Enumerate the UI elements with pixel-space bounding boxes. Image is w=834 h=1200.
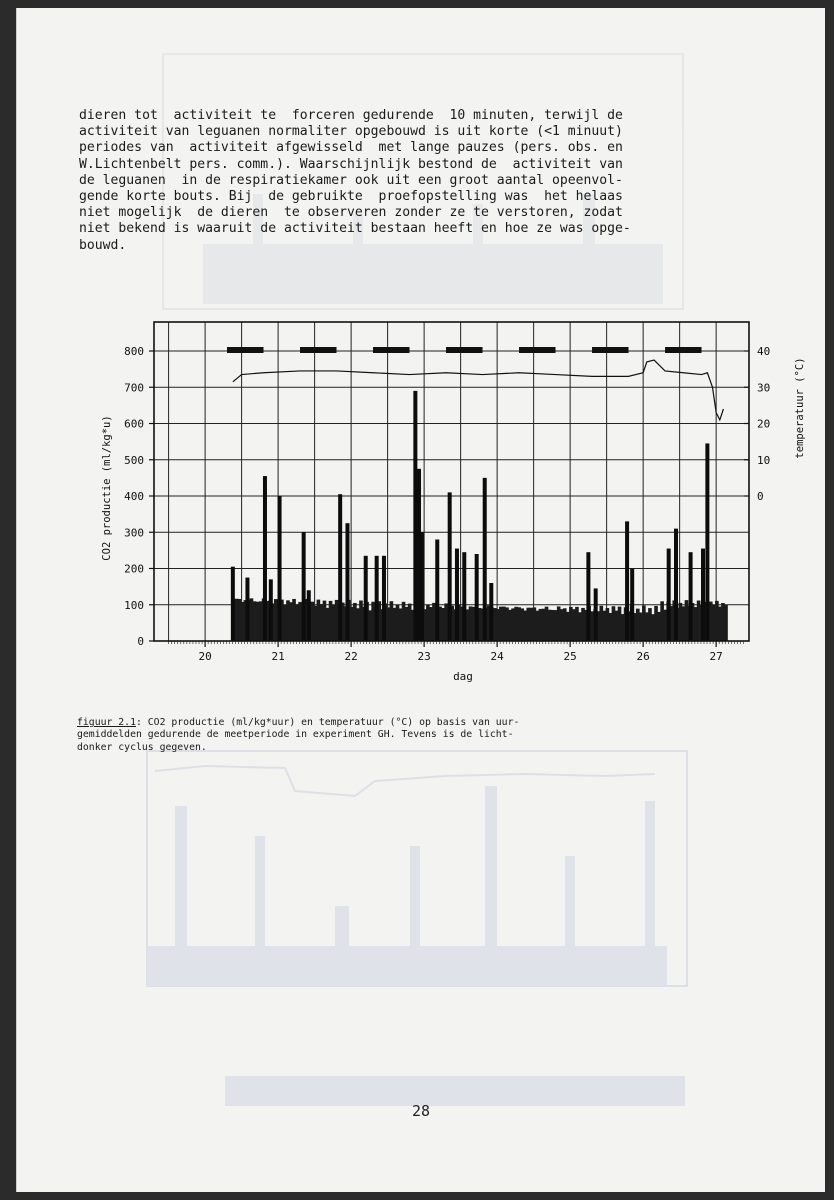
dark-period-bar (300, 347, 337, 353)
co2-peak-bar (489, 583, 493, 641)
y-left-tick-label: 500 (124, 453, 144, 467)
y-left-tick-label: 200 (124, 562, 144, 576)
y-axis-right-label: temperatuur (°C) (794, 357, 806, 459)
co2-peak-bar (269, 579, 273, 641)
y-right-tick-label: 40 (757, 345, 771, 358)
temperature-line (233, 360, 724, 420)
dark-period-bar (665, 347, 702, 353)
co2-peak-bar (701, 549, 705, 641)
y-left-tick-label: 600 (124, 417, 144, 431)
co2-peak-bar (448, 492, 452, 641)
co2-hourly-bar (724, 605, 728, 641)
paragraph-line: periodes van activiteit afgewisseld met lange pauzes (pers. obs. en (79, 140, 623, 156)
y-right-tick-label: 0 (757, 490, 764, 503)
x-tick-label: 22 (344, 650, 358, 663)
y-left-tick-label: 400 (124, 490, 144, 503)
paragraph-line: gende korte bouts. Bij de gebruikte proefopstelling was het helaas (79, 189, 623, 205)
co2-peak-bar (302, 532, 306, 641)
paragraph-line: niet mogelijk de dieren te observeren zonder ze te verstoren, zodat (79, 205, 623, 221)
x-tick-label: 24 (490, 650, 504, 663)
y-right-tick-label: 20 (757, 417, 771, 431)
co2-peak-bar (307, 590, 311, 641)
dark-period-bar (519, 347, 556, 353)
co2-peak-bar (594, 588, 598, 641)
co2-peak-bar (462, 552, 466, 641)
co2-peak-bar (705, 443, 709, 641)
paragraph-line: activiteit van leguanen normaliter opgebouwd is uit korte (<1 minuut) (79, 124, 623, 140)
co2-peak-bar (667, 549, 671, 641)
paragraph-line: dieren tot activiteit te forceren gedurende 10 minuten, terwijl de (79, 108, 623, 123)
co2-peak-bar (338, 494, 342, 641)
co2-peak-bar (413, 391, 417, 641)
x-tick-label: 25 (563, 650, 577, 663)
co2-peak-bar (475, 554, 479, 641)
co2-peak-bar (364, 556, 368, 641)
co2-peak-bar (375, 556, 379, 641)
y-left-tick-label: 700 (124, 381, 144, 395)
chart-svg (77, 308, 806, 688)
paragraph-line: W.Lichtenbelt pers. comm.). Waarschijnlijk bestond de activiteit van (79, 156, 623, 172)
x-tick-label: 27 (709, 650, 723, 663)
co2-peak-bar (245, 578, 249, 641)
x-axis-label: dag (453, 670, 473, 683)
co2-peak-bar (455, 549, 459, 641)
y-left-tick-label: 100 (124, 598, 144, 612)
caption-text: : CO2 productie (ml/kg*uur) en temperatuur (°C) op basis van uur- gemiddelden gedurende de meetperiode in experiment GH. Tevens is de licht- donker cyclus gegeven. (77, 717, 520, 753)
dark-period-bar (373, 347, 410, 353)
x-tick-label: 23 (417, 650, 431, 663)
page-number: 28 (411, 1102, 431, 1120)
co2-peak-bar (674, 529, 678, 641)
co2-peak-bar (586, 552, 590, 641)
caption-label: figuur 2.1 (77, 717, 136, 728)
co2-peak-bar (420, 532, 424, 641)
y-left-tick-label: 0 (137, 635, 144, 648)
dark-period-bar (592, 347, 629, 353)
y-right-tick-label: 10 (757, 453, 771, 467)
paragraph-line: bouwd. (79, 237, 127, 253)
paragraph-line: de leguanen in de respiratiekamer ook uit een groot aantal opeenvol- (79, 172, 623, 188)
figure-caption (77, 717, 697, 754)
co2-peak-bar (625, 521, 629, 641)
co2-peak-bar (483, 478, 487, 641)
paragraph-line: niet bekend is waaruit de activiteit bestaan heeft en hoe ze was opge- (79, 221, 631, 237)
co2-temperature-chart (77, 308, 806, 688)
dark-period-bar (446, 347, 483, 353)
x-tick-label: 20 (198, 650, 212, 663)
co2-peak-bar (278, 496, 282, 641)
x-tick-label: 21 (271, 650, 285, 663)
co2-peak-bar (689, 552, 693, 641)
body-paragraph (79, 108, 791, 254)
co2-peak-bar (263, 476, 267, 641)
x-tick-label: 26 (636, 650, 650, 663)
scanned-page (16, 8, 825, 1192)
dark-period-bar (227, 347, 264, 353)
co2-peak-bar (630, 569, 634, 642)
co2-peak-bar (435, 540, 439, 642)
y-right-tick-label: 30 (757, 381, 771, 395)
y-left-tick-label: 800 (124, 345, 144, 358)
co2-peak-bar (231, 567, 235, 641)
co2-peak-bar (345, 523, 349, 641)
bleed-through-figure-bottom (145, 746, 705, 1046)
y-left-tick-label: 300 (124, 526, 144, 540)
y-axis-left-label: CO2 productie (ml/kg*u) (101, 415, 113, 561)
co2-peak-bar (382, 556, 386, 641)
